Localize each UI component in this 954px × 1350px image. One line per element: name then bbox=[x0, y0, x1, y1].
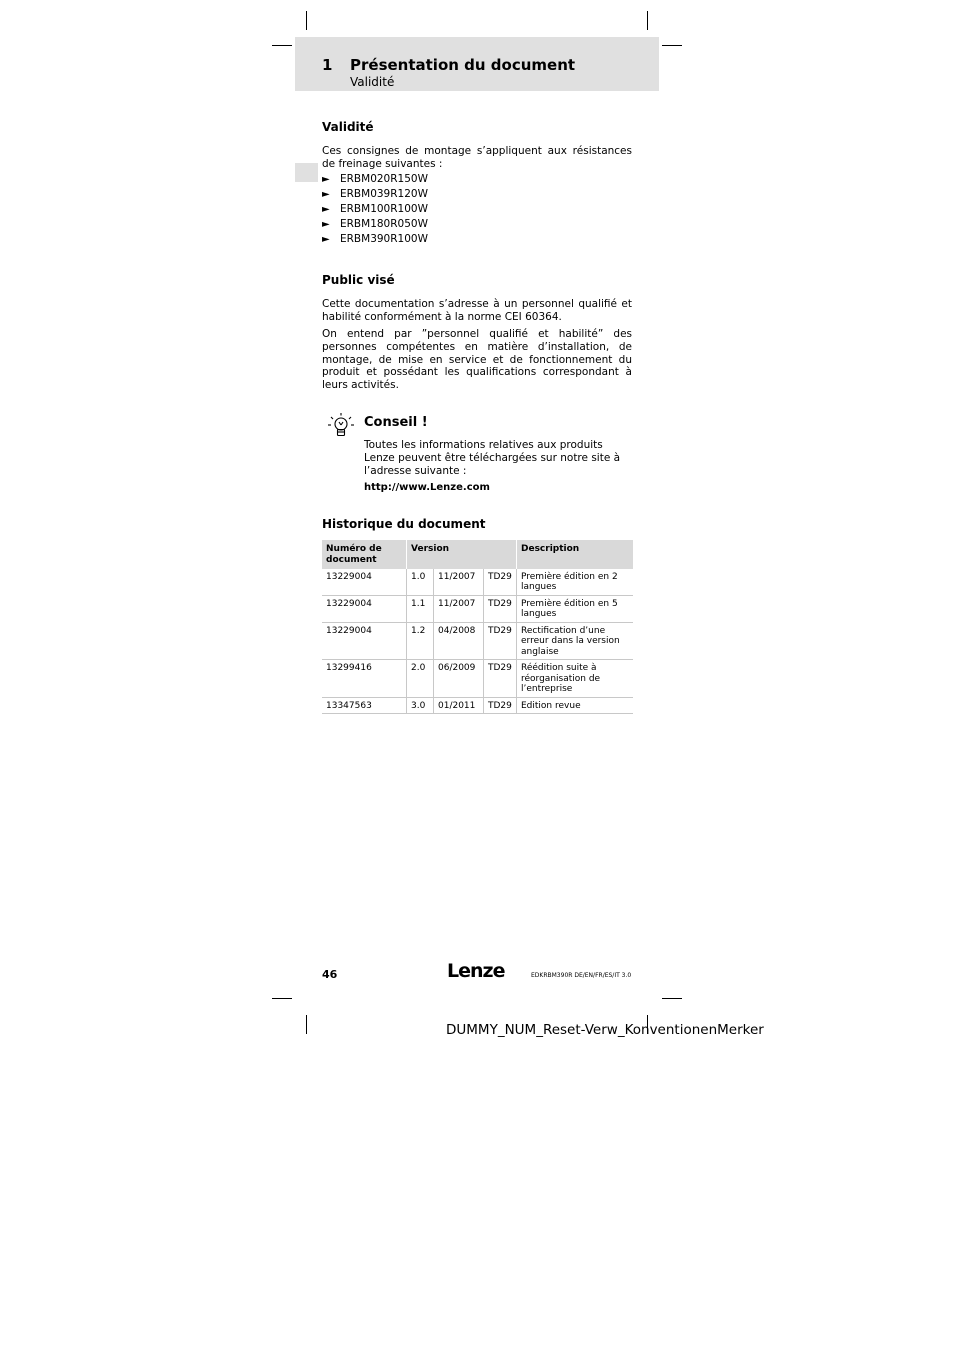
audience-paragraph: Cette documentation s’adresse à un personnel qualifié et habilité conformément à la norme CEI 60364. bbox=[322, 298, 632, 323]
list-item: ► ERBM180R050W bbox=[322, 218, 428, 231]
bullet-arrow-icon: ► bbox=[322, 174, 330, 186]
crop-mark bbox=[272, 998, 292, 999]
audience-section bbox=[322, 273, 632, 391]
column-header: Numéro de document bbox=[322, 540, 407, 569]
table-row: 13229004 1.1 11/2007 TD29 Première édition en 5 langues bbox=[322, 595, 633, 622]
column-header: Description bbox=[517, 540, 634, 569]
list-item: ► ERBM100R100W bbox=[322, 203, 428, 216]
bullet-arrow-icon: ► bbox=[322, 189, 330, 201]
chapter-subtitle: Validité bbox=[350, 75, 395, 89]
page-content bbox=[322, 120, 632, 734]
crop-mark bbox=[306, 11, 307, 30]
bullet-arrow-icon: ► bbox=[322, 219, 330, 231]
history-section bbox=[322, 517, 632, 715]
validity-heading: Validité bbox=[322, 120, 374, 134]
crop-mark bbox=[662, 45, 682, 46]
audience-paragraph: On entend par ”personnel qualifié et habilité” des personnes compétentes en matière d’installation, de montage, de mise en service et de fonctionnement du produit et possédant les qualifications correspondant à leurs activités. bbox=[322, 328, 632, 391]
list-item: ► ERBM039R120W bbox=[322, 188, 428, 201]
tip-box bbox=[322, 415, 632, 494]
validity-list bbox=[322, 172, 632, 247]
bullet-arrow-icon: ► bbox=[322, 204, 330, 216]
chapter-number: 1 bbox=[322, 56, 333, 74]
audience-heading: Public visé bbox=[322, 273, 395, 288]
table-row: 13347563 3.0 01/2011 TD29 Edition revue bbox=[322, 697, 633, 714]
history-table bbox=[322, 540, 633, 715]
list-item: ► ERBM020R150W bbox=[322, 173, 428, 186]
table-row: 13229004 1.0 11/2007 TD29 Première édition en 2 langues bbox=[322, 569, 633, 596]
tip-link[interactable]: http://www.Lenze.com bbox=[364, 482, 490, 494]
validity-intro: Ces consignes de montage s’appliquent aux résistances de freinage suivantes : bbox=[322, 145, 632, 170]
bullet-arrow-icon: ► bbox=[322, 234, 330, 246]
crop-mark bbox=[272, 45, 292, 46]
chapter-title: Présentation du document bbox=[350, 56, 576, 74]
lightbulb-icon bbox=[326, 411, 356, 441]
column-header: Version bbox=[407, 540, 517, 569]
page-number: 46 bbox=[322, 968, 338, 981]
table-row: 13229004 1.2 04/2008 TD29 Rectification d’une erreur dans la version anglaise bbox=[322, 622, 633, 660]
table-row: 13299416 2.0 06/2009 TD29 Réédition suite à réorganisation de l’entreprise bbox=[322, 660, 633, 698]
crop-mark bbox=[647, 11, 648, 30]
dummy-marker-text: DUMMY_NUM_Reset-Verw_KonventionenMerker bbox=[446, 1022, 764, 1038]
lenze-logo: Lenze bbox=[447, 960, 505, 982]
list-item: ► ERBM390R100W bbox=[322, 233, 428, 246]
document-reference: EDKRBM390R DE/EN/FR/ES/IT 3.0 bbox=[531, 972, 632, 979]
validity-section bbox=[322, 120, 632, 247]
tip-text: Toutes les informations relatives aux produits Lenze peuvent être téléchargées sur notre site à l’adresse suivante : bbox=[364, 439, 621, 477]
table-header-row bbox=[322, 540, 633, 569]
crop-mark bbox=[662, 998, 682, 999]
crop-mark bbox=[306, 1015, 307, 1034]
history-heading: Historique du document bbox=[322, 516, 486, 531]
side-tab-marker bbox=[295, 163, 318, 182]
tip-heading: Conseil ! bbox=[364, 415, 428, 431]
